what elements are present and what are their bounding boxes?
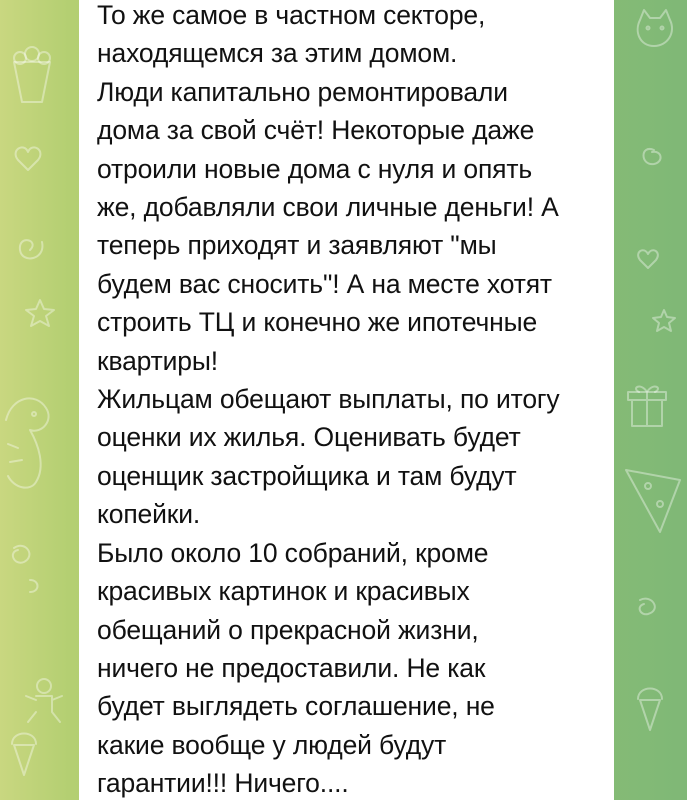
message-line: ничего не предоставили. Не как xyxy=(97,652,486,683)
message-line: теперь приходят и заявляют "мы xyxy=(97,230,497,261)
message-line: Люди капитально ремонтировали xyxy=(97,76,508,107)
message-line: Жильцам обещают выплаты, по итогу xyxy=(97,384,560,415)
message-line: находящемся за этим домом. xyxy=(97,38,458,69)
message-bubble[interactable] xyxy=(79,0,614,800)
message-line: оценки их жилья. Оценивать будет xyxy=(97,422,521,453)
message-line: гарантии!!! Ничего.... xyxy=(97,768,349,799)
message-line: квартиры! xyxy=(97,345,219,376)
message-line: строить ТЦ и конечно же ипотечные xyxy=(97,307,538,338)
message-line: обещаний о прекрасной жизни, xyxy=(97,614,479,645)
message-line: красивых картинок и красивых xyxy=(97,576,470,607)
message-line: отроили новые дома с нуля и опять xyxy=(97,153,533,184)
message-line: же, добавляли свои личные деньги! А xyxy=(97,192,559,223)
message-line: будет выглядеть соглашение, не xyxy=(97,691,495,722)
message-text xyxy=(97,0,600,800)
message-line: дома за свой счёт! Некоторые даже xyxy=(97,115,535,146)
message-line: копейки. xyxy=(97,499,201,530)
message-line: Было около 10 собраний, кроме xyxy=(97,537,489,568)
message-line: То же самое в частном секторе, xyxy=(97,0,486,30)
message-line: оценщик застройщика и там будут xyxy=(97,460,517,491)
message-line: будем вас сносить"! А на месте хотят xyxy=(97,268,552,299)
message-line: какие вообще у людей будут xyxy=(97,729,447,760)
